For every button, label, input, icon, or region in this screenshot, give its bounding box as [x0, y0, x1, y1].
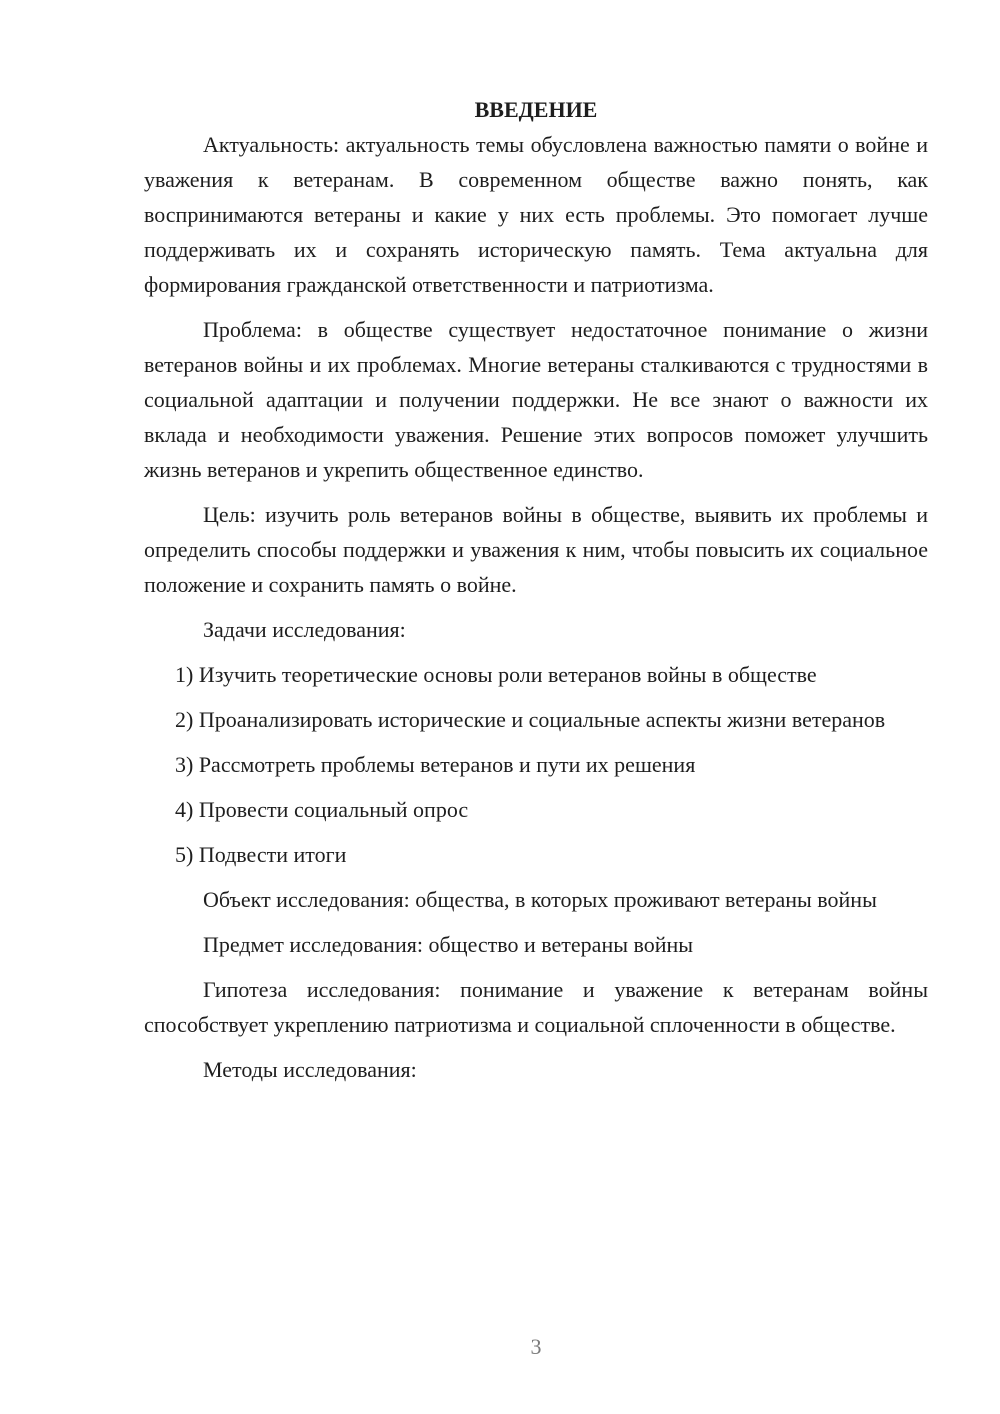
- task-item-5: 5) Подвести итоги: [175, 842, 347, 867]
- hypothesis-paragraph: Гипотеза исследования: понимание и уважение к ветеранам войны способствует укреплению патриотизма и социальной сплоченности в обществе.: [144, 977, 928, 1037]
- task-item-3: 3) Рассмотреть проблемы ветеранов и пути их решения: [175, 752, 696, 777]
- page-number: 3: [530, 1334, 542, 1359]
- task-item-1: 1) Изучить теоретические основы роли ветеранов войны в обществе: [175, 662, 817, 687]
- object-paragraph: Объект исследования: общества, в которых проживают ветераны войны: [203, 887, 877, 912]
- tasks-heading: Задачи исследования:: [203, 617, 406, 642]
- subject-paragraph: Предмет исследования: общество и ветераны войны: [203, 932, 694, 957]
- goal-paragraph: Цель: изучить роль ветеранов войны в обществе, выявить их проблемы и определить способы поддержки и уважения к ним, чтобы повысить их социальное положение и сохранить память о войне.: [144, 502, 928, 597]
- task-item-4: 4) Провести социальный опрос: [175, 797, 469, 822]
- problem-paragraph: Проблема: в обществе существует недостаточное понимание о жизни ветеранов войны и их проблемах. Многие ветераны сталкиваются с трудностями в социальной адаптации и получении поддержки. Не все знают о важности их вклада и необходимости уважения. Решение этих вопросов поможет улучшить жизнь ветеранов и укрепить общественное единство.: [144, 317, 928, 482]
- relevance-paragraph: Актуальность: актуальность темы обусловлена важностью памяти о войне и уважения к ветеранам. В современном обществе важно понять, как воспринимаются ветераны и какие у них есть проблемы. Это помогает лучше поддерживать их и сохранять историческую память. Тема актуальна для формирования гражданской ответственности и патриотизма.: [144, 132, 928, 297]
- methods-paragraph: Методы исследования:: [203, 1057, 417, 1082]
- task-item-2: 2) Проанализировать исторические и социальные аспекты жизни ветеранов: [175, 707, 886, 732]
- document-page: [144, 92, 928, 1097]
- section-heading: ВВЕДЕНИЕ: [474, 97, 598, 122]
